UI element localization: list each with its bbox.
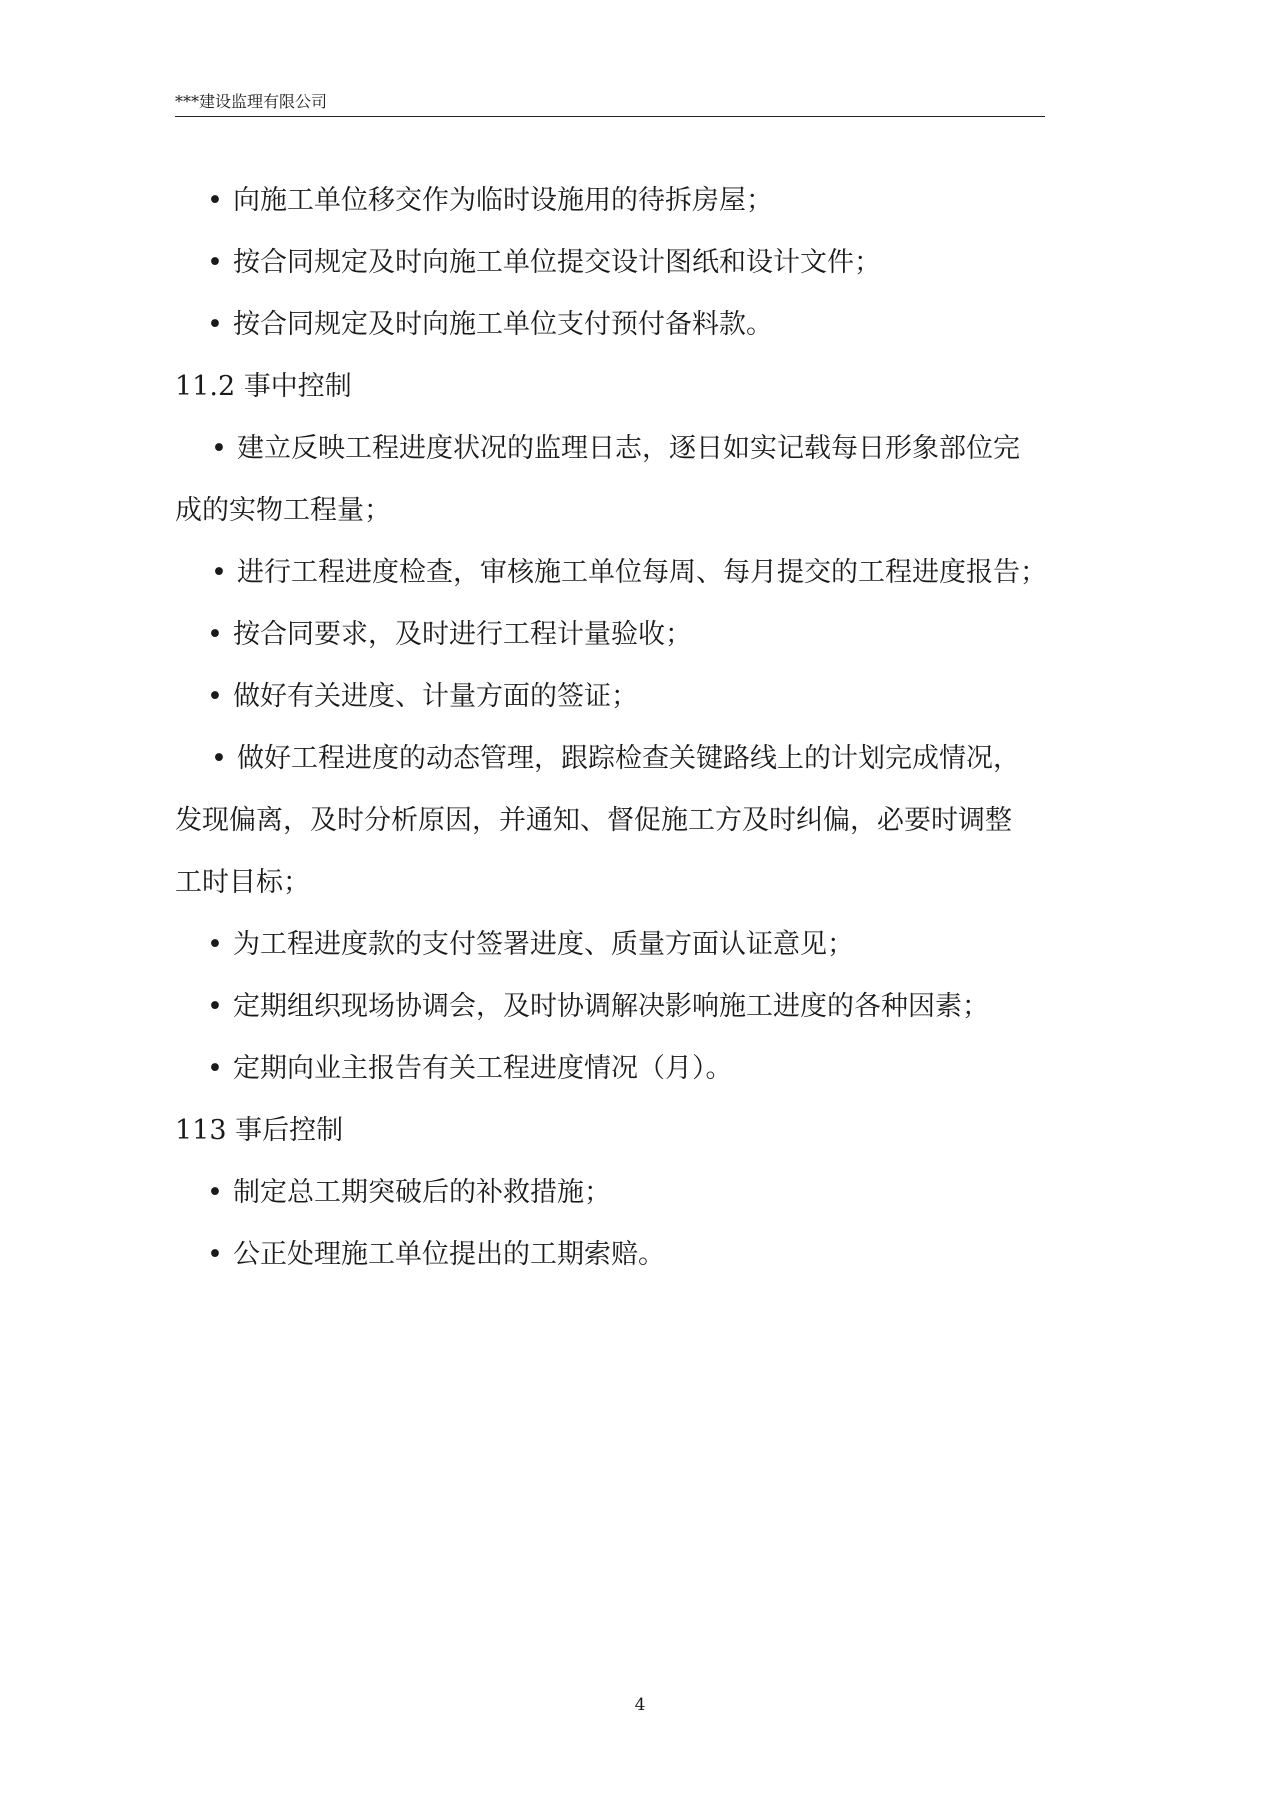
bullet-icon: • (207, 1053, 223, 1084)
section-heading: 113 事后控制 (175, 1115, 344, 1146)
list-item: • 制定总工期突破后的补救措施； (175, 1162, 1130, 1224)
list-item: • 公正处理施工单位提出的工期索赔。 (175, 1224, 1130, 1286)
bullet-icon: • (207, 185, 223, 216)
bullet-icon: • (207, 1177, 223, 1208)
bullet-icon: • (211, 743, 227, 774)
bullet-icon: • (207, 681, 223, 712)
document-body (175, 170, 1130, 1286)
list-item: • 做好工程进度的动态管理，跟踪检查关键路线上的计划完成情况， (175, 728, 1130, 790)
bullet-icon: • (207, 619, 223, 650)
list-item-continuation: 工时目标； (175, 867, 310, 898)
list-item: • 做好有关进度、计量方面的签证； (175, 666, 1130, 728)
list-item: • 为工程进度款的支付签署进度、质量方面认证意见； (175, 914, 1130, 976)
company-name: ***建设监理有限公司 (175, 92, 328, 111)
list-item: • 定期组织现场协调会，及时协调解决影响施工进度的各种因素； (175, 976, 1130, 1038)
page-header (175, 92, 1045, 117)
page-number: 4 (634, 1695, 646, 1715)
bullet-icon: • (211, 557, 227, 588)
bullet-icon: • (211, 433, 227, 464)
bullet-icon: • (207, 247, 223, 278)
list-item: • 向施工单位移交作为临时设施用的待拆房屋； (175, 170, 1130, 232)
bullet-icon: • (207, 1239, 223, 1270)
bullet-icon: • (207, 929, 223, 960)
list-item: • 按合同规定及时向施工单位提交设计图纸和设计文件； (175, 232, 1130, 294)
bullet-icon: • (207, 309, 223, 340)
section-heading: 11.2 事中控制 (175, 371, 352, 402)
list-item: • 建立反映工程进度状况的监理日志，逐日如实记载每日形象部位完 (175, 418, 1130, 480)
list-item: • 进行工程进度检查，审核施工单位每周、每月提交的工程进度报告； (175, 542, 1130, 604)
list-item: • 按合同规定及时向施工单位支付预付备料款。 (175, 294, 1130, 356)
list-item-continuation: 发现偏离，及时分析原因，并通知、督促施工方及时纠偏，必要时调整 (175, 805, 1012, 836)
list-item: • 定期向业主报告有关工程进度情况（月）。 (175, 1038, 1130, 1100)
list-item: • 按合同要求，及时进行工程计量验收； (175, 604, 1130, 666)
bullet-icon: • (207, 991, 223, 1022)
list-item-continuation: 成的实物工程量； (175, 495, 391, 526)
